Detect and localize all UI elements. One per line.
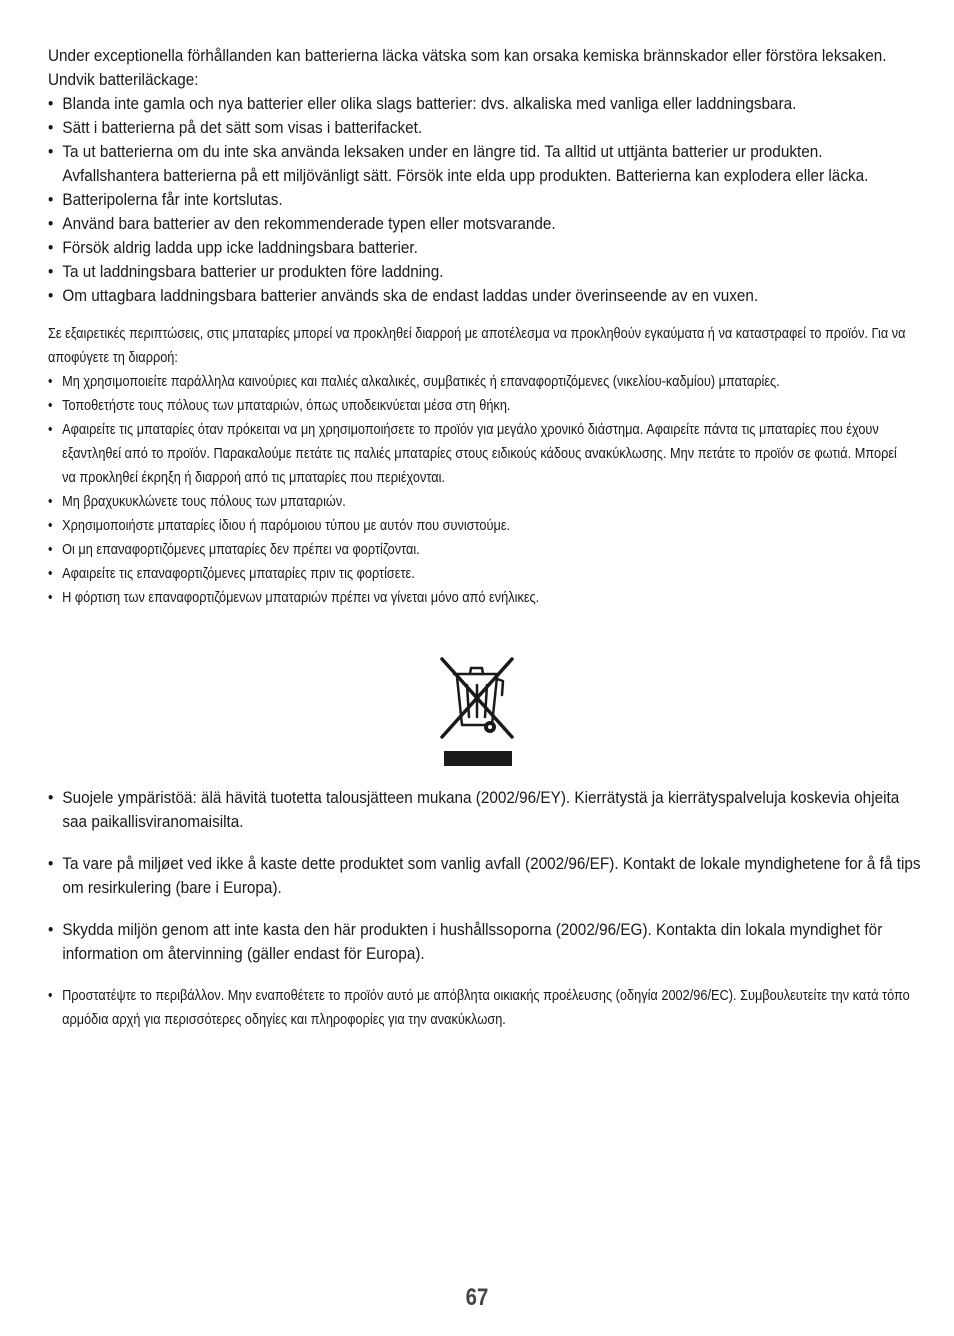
list-item: • Blanda inte gamla och nya batterier eller olika slags batterier: dvs. alkaliska med vanliga eller laddningsbara. [48,92,908,116]
recycling-greek: • Προστατέψτε το περιβάλλον. Μην εναποθέτετε το προϊόν αυτό με απόβλητα οικιακής προέλευσης (οδηγία 2002/96/EC). Συμβουλευτείτε την κατά τόπο αρμόδια αρχή για περισσότερες οδηγίες και πληροφορίες για την ανακύκλωση. [48,984,922,1032]
swedish-bullet-list [48,92,908,308]
recycling-norwegian: • Ta vare på miljøet ved ikke å kaste dette produktet som vanlig avfall (2002/96/EF). Kontakt de lokale myndighetene for å få tips om resirkulering (bare i Europa). [48,854,921,897]
list-item: • Αφαιρείτε τις επαναφορτιζόμενες μπαταρίες πριν τις φορτίσετε. [48,562,908,586]
bullet-icon: • [48,920,54,939]
list-item: • Försök aldrig ladda upp icke laddningsbara batterier. [48,236,908,260]
list-item: • Om uttagbara laddningsbara batterier används ska de endast laddas under överinseende av en vuxen. [48,284,908,308]
bullet-icon: • [48,94,54,113]
bullet-icon: • [48,422,53,438]
bullet-icon: • [48,398,53,414]
page-number: 67 [465,1284,489,1311]
swedish-battery-section [48,44,908,308]
bullet-icon: • [48,494,53,510]
greek-intro: Σε εξαιρετικές περιπτώσεις, στις μπαταρίες μπορεί να προκληθεί διαρροή με αποτέλεσμα να προκληθούν εγκαύματα ή να καταστραφεί το προϊόν. Για να αποφύγετε τη διαρροή: [48,326,906,366]
bullet-icon: • [48,788,54,807]
recycling-section [48,786,921,1032]
bullet-icon: • [48,374,53,390]
list-item: • Ta ut batterierna om du inte ska använda leksaken under en längre tid. Ta alltid ut uttjänta batterier ur produkten. Avfallshantera batterierna på ett miljövänligt sätt. Försök inte elda upp produkten. Batterierna kan explodera eller läcka. [48,142,869,185]
bullet-icon: • [48,214,54,233]
swedish-intro: Under exceptionella förhållanden kan batterierna läcka vätska som kan orsaka kemiska brännskador eller förstöra leksaken. Undvik batteriläckage: [48,46,887,89]
bullet-icon: • [48,542,53,558]
bullet-icon: • [48,118,54,137]
bullet-icon: • [48,262,54,281]
bullet-icon: • [48,566,53,582]
greek-battery-section [48,322,908,610]
bullet-icon: • [48,590,53,606]
list-item: • Χρησιμοποιήστε μπαταρίες ίδιου ή παρόμοιου τύπου με αυτόν που συνιστούμε. [48,514,908,538]
list-item: • Ta ut laddningsbara batterier ur produkten före laddning. [48,260,908,284]
list-item: • Οι μη επαναφορτιζόμενες μπαταρίες δεν πρέπει να φορτίζονται. [48,538,908,562]
list-item: • Η φόρτιση των επαναφορτιζόμενων μπαταριών πρέπει να γίνεται μόνο από ενήλικες. [48,586,908,610]
bullet-icon: • [48,190,54,209]
bullet-icon: • [48,854,54,873]
recycling-finnish: • Suojele ympäristöä: älä hävitä tuotetta talousjätteen mukana (2002/96/EY). Kierrätystä ja kierrätyspalveluja koskevia ohjeita saa paikallisviranomaisilta. [48,788,900,831]
bullet-icon: • [48,286,54,305]
bullet-icon: • [48,142,54,161]
bullet-icon: • [48,238,54,257]
crossed-out-wheelie-bin-icon [440,655,514,767]
page-content [48,44,908,610]
bullet-icon: • [48,988,53,1004]
greek-bullet-list [48,370,908,610]
list-item: • Τοποθετήστε τους πόλους των μπαταριών, όπως υποδεικνύεται μέσα στη θήκη. [48,394,908,418]
list-item: • Μη βραχυκυκλώνετε τους πόλους των μπαταριών. [48,490,908,514]
list-item: • Använd bara batterier av den rekommenderade typen eller motsvarande. [48,212,908,236]
list-item: • Batteripolerna får inte kortslutas. [48,188,908,212]
bullet-icon: • [48,518,53,534]
list-item: • Sätt i batterierna på det sätt som visas i batterifacket. [48,116,908,140]
list-item: • Μη χρησιμοποιείτε παράλληλα καινούριες και παλιές αλκαλικές, συμβατικές ή επαναφορτιζόμενες (νικελίου-καδμίου) μπαταρίες. [48,370,908,394]
recycling-swedish: • Skydda miljön genom att inte kasta den här produkten i hushållssoporna (2002/96/EG). Kontakta din lokala myndighet för information om återvinning (gäller endast för Europa). [48,920,883,963]
list-item: • Αφαιρείτε τις μπαταρίες όταν πρόκειται να μη χρησιμοποιήσετε το προϊόν για μεγάλο χρονικό διάστημα. Αφαιρείτε πάντα τις μπαταρίες που έχουν εξαντληθεί από το προϊόν. Παρακαλούμε πετάτε τις παλιές μπαταρίες στους ειδικούς κάδους ανακύκλωσης. Μην πετάτε το προϊόν σε φωτιά. Μπορεί να προκληθεί έκρηξη ή διαρροή από τις μπαταρίες που περιέχονται. [48,418,908,490]
